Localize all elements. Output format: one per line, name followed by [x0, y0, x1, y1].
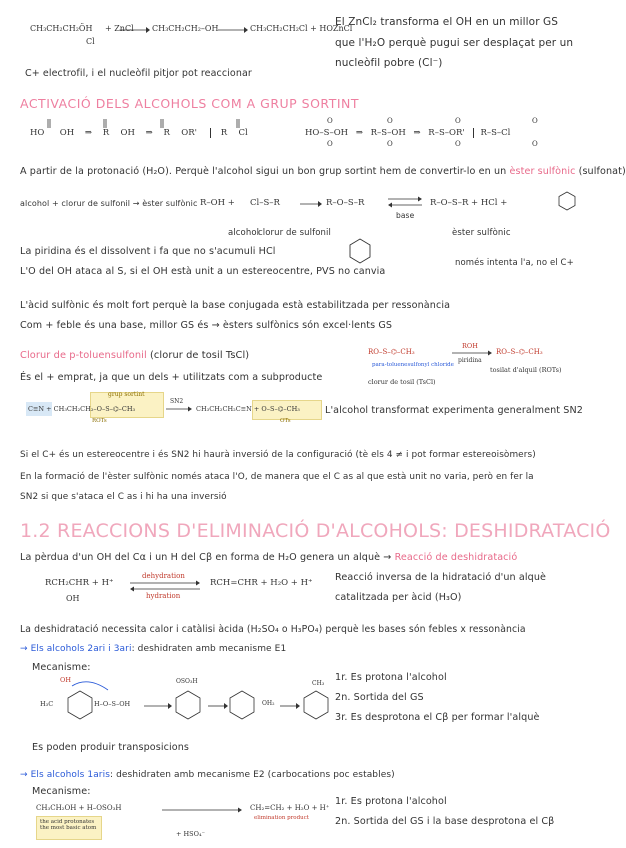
acid-line2: Com + feble és una base, millor GS és → èsters sulfònics són excel·lents GS — [20, 320, 393, 331]
e2-step1: 1r. Es protona l'alcohol — [335, 796, 447, 807]
dehydration-eq-right: RCH=CHR + H₂O + H⁺ — [210, 578, 313, 588]
acid-line1: L'àcid sulfònic és molt fort perquè la base conjugada està estabilitzada per ressonància — [20, 300, 451, 311]
sulfonyl-o-top: O — [387, 117, 393, 125]
transposicions-note: Es poden produir transposicions — [32, 742, 189, 753]
e2-box-line1: the acid protonates — [40, 819, 95, 825]
arrow-icon: ⇒ — [84, 128, 93, 138]
reaction-top-end: CH₃CH₂CH₂Cl + HOZnCl — [250, 24, 353, 33]
perdua-line — [20, 552, 517, 563]
e2-mid: CH₂=CH₂ + H₂O + H⁺ — [250, 804, 330, 812]
e2-rest: : deshidraten amb mecanisme E2 (carbocations poc estables) — [110, 770, 395, 780]
equilibrium-arrow-icon — [130, 580, 200, 592]
es-emprat-line: És el + emprat, ja que un dels + utilitzats com a subproducte — [20, 372, 323, 383]
tscl-left-structure: RO–S–⌬–CH₃ — [368, 348, 415, 356]
reaction-top-mid: CH₃CH₂CH₂–OH — [152, 24, 219, 33]
inversa-line2: catalitzada per àcid (H₃O) — [335, 592, 462, 603]
dehydration-eq-left: RCH₂CHR + H⁺ — [45, 578, 114, 588]
struct-s2: S–OH — [381, 128, 406, 138]
arrow-icon — [166, 406, 192, 412]
clorur-pink: Clorur de p-toluensulfonil — [20, 350, 147, 361]
piridina-line1: La piridina és el dissolvent i fa que no s'acumuli HCl — [20, 246, 276, 257]
scheme-summary: alcohol + clorur de sulfonil → èster sulfònic — [20, 199, 198, 208]
clorur-line — [20, 350, 249, 361]
sulfonyl-o-bottom: O — [532, 140, 538, 148]
perdua-pre: La pèrdua d'un OH del Cα i un H del Cβ en forma de H₂O genera un alquè → — [20, 552, 395, 563]
e1-step1: 1r. Es protona l'alcohol — [335, 672, 447, 683]
arrow-icon — [218, 26, 248, 34]
e1-rest: : deshidraten amb mecanisme E1 — [131, 644, 287, 654]
carbonyl-icon — [96, 118, 112, 132]
scheme-base-label: base — [396, 211, 415, 220]
struct-s-ho: HO– — [305, 128, 324, 138]
struct-ho: HO — [30, 128, 45, 138]
protonation-pre: A partir de la protonació (H₂O). Perquè l'alcohol sigui un bon grup sortint hem de convertir-lo en un — [20, 166, 510, 177]
piridina-line2: L'O del OH ataca al S, si el OH està unit a un estereocentre, PVS no canvia — [20, 266, 386, 277]
mech-hoso3h: H–O–S–OH — [94, 700, 131, 708]
sulfonyl-o-top: O — [455, 117, 461, 125]
estereo-line1: Si el C+ és un estereocentre i és SN2 hi haurà inversió de la configuració (tè els 4 ≠ i pot formar estereoisòmers) — [20, 450, 536, 460]
clorur-rest: (clorur de tosil TsCl) — [146, 350, 250, 361]
mecanisme2-label: Mecanisme: — [32, 786, 91, 797]
perdua-pink: Reacció de deshidratació — [394, 552, 518, 563]
e2-blue: → Els alcohols 1aris — [20, 770, 111, 780]
pyridinium-icon — [556, 190, 578, 212]
dehydration-eq-oh: OH — [66, 594, 80, 603]
mech-oh2: OH₂ — [262, 700, 275, 707]
struct-row-left — [30, 128, 248, 138]
struct-s-r2: R– — [428, 128, 439, 138]
calor-line: La deshidratació necessita calor i catàlisi àcida (H₂SO₄ o H₃PO₄) perquè les bases són febles x ressonància — [20, 624, 526, 635]
dehydration-label: dehydration — [142, 572, 185, 580]
label-clorur: clorur de sulfonil — [258, 228, 331, 238]
tscl-label-blue: para-toluenesulfonyl chloride — [372, 362, 454, 368]
carbonyl-icon — [153, 118, 169, 132]
electrofil-note: C+ electrofil, i el nucleòfil pitjor pot reaccionar — [25, 68, 252, 79]
struct-s4: S–Cl — [491, 128, 511, 138]
reaction-top-left: CH₃CH₂CH₂ÖH — [30, 24, 93, 33]
e2-note-box — [36, 816, 102, 840]
mecanisme1-label: Mecanisme: — [32, 662, 91, 673]
struct-s1: S–OH — [323, 128, 349, 138]
section-heading: 1.2 REACCIONS D'ELIMINACIÓ D'ALCOHOLS: DESHIDRATACIÓ — [20, 520, 611, 542]
e1-blue: → Els alcohols 2ari i 3ari — [20, 644, 132, 654]
zncl-note-line3: nucleòfil pobre (Cl⁻) — [335, 57, 443, 69]
arrow-icon — [300, 200, 322, 208]
tscl-label-left: clorur de tosil (TsCl) — [368, 378, 436, 386]
e2-line — [20, 770, 395, 780]
sn2-ots: OTs — [280, 418, 291, 424]
struct-oh2: OH — [120, 128, 135, 138]
nomes-intent-note: només intenta l'a, no el C+ — [455, 258, 574, 268]
sulfonyl-o-top: O — [327, 117, 333, 125]
struct-s3: S–OR' — [438, 128, 465, 138]
equilibrium-arrow-icon — [388, 196, 422, 208]
protonation-post: (sulfonat) — [575, 166, 626, 177]
mech-oso3h: OSO₃H — [176, 678, 198, 685]
tscl-right-structure: RO–S–⌬–CH₃ — [496, 348, 543, 356]
sn2-arrow-label: SN2 — [170, 398, 184, 405]
label-ester: èster sulfònic — [452, 228, 511, 238]
arrow-icon: ⇒ — [355, 128, 363, 138]
estereo-line3: SN2 si que s'ataca el C as i hi ha una inversió — [20, 492, 227, 502]
struct-or: OR' — [181, 128, 197, 138]
inversa-line1: Reacció inversa de la hidratació d'un alquè — [335, 572, 546, 583]
sn2-left: C≡N + CH₃CH₂CH₂–O–S–⌬–CH₃ — [28, 405, 136, 413]
sulfonyl-o-top: O — [532, 117, 538, 125]
arrow-icon — [120, 26, 150, 34]
tscl-roh: ROH — [462, 342, 478, 350]
sn2-rots: ROTs — [92, 418, 107, 424]
scheme-cl-s-r: Cl–S–R — [250, 198, 280, 208]
reaction-top — [30, 24, 134, 33]
e2-box-line2: the most basic atom — [40, 825, 97, 831]
sn2-grup-label: grup sortint — [108, 391, 145, 398]
sn2-note: L'alcohol transformat experimenta generalment SN2 — [325, 405, 583, 416]
zncl-note-line2: que l'H₂O perquè pugui ser desplaçat per un — [335, 37, 574, 49]
scheme-product: R–O–S–R + HCl + — [430, 198, 508, 208]
protonation-pink: èster sulfònic — [509, 166, 576, 177]
struct-cl: Cl — [238, 128, 248, 138]
e1-step2: 2n. Sortida del GS — [335, 692, 424, 703]
mech-ch3: CH₃ — [312, 680, 325, 687]
e2-step2: 2n. Sortida del GS i la base desprotona el Cβ — [335, 816, 555, 827]
e1-line — [20, 644, 286, 654]
struct-oh: OH — [59, 128, 75, 138]
e2-elim-label: elimination product — [254, 815, 309, 821]
activation-heading: ACTIVACIÓ DELS ALCOHOLS COM A GRUP SORTINT — [20, 96, 360, 111]
struct-r3: R — [220, 128, 228, 138]
struct-s-r1: R– — [370, 128, 382, 138]
reaction-top-plus: + ZnCl — [105, 24, 134, 33]
hydration-label: hydration — [146, 592, 181, 600]
e2-hso4: + HSO₄⁻ — [176, 830, 205, 838]
struct-s-r3: R– — [480, 128, 492, 138]
sn2-right: CH₃CH₂CH₂C≡N + O–S–⌬–CH₃ — [196, 405, 300, 413]
e1-mechanism-drawing — [28, 676, 328, 736]
label-alcohol: alcohol — [228, 228, 260, 238]
sulfonyl-o-bottom: O — [327, 140, 333, 148]
carbonyl-icon — [40, 118, 56, 132]
arrow-icon: ⇒ — [145, 128, 153, 138]
e1-step3: 3r. Es desprotona el Cβ per formar l'alquè — [335, 712, 540, 723]
pyridine-icon — [345, 236, 375, 266]
estereo-line2: En la formació de l'èster sulfònic només ataca l'O, de manera que el C as al que està unit no varia, però en fer la — [20, 472, 534, 482]
struct-r2: R — [163, 128, 170, 138]
sulfonyl-o-bottom: O — [455, 140, 461, 148]
zncl-note-line1: El ZnCl₂ transforma el OH en un millor GS — [335, 16, 559, 28]
struct-row-right — [305, 128, 510, 138]
protonation-line — [20, 166, 626, 177]
arrow-icon: ⇒ — [413, 128, 421, 138]
e2-left: CH₃CH₂OH + H–OSO₃H — [36, 804, 122, 812]
reaction-top-cl: Cl — [86, 37, 95, 46]
sulfonyl-o-bottom: O — [387, 140, 393, 148]
tscl-piridina: piridina — [458, 357, 482, 364]
arrow-icon — [452, 350, 492, 356]
mech-oh: OH — [60, 676, 71, 684]
arrow-icon — [162, 807, 242, 813]
mech-h3c: H₃C — [40, 700, 54, 708]
carbonyl-icon — [229, 118, 245, 132]
struct-r1: R — [102, 128, 110, 138]
tscl-label-right: tosilat d'alquil (ROTs) — [490, 366, 562, 374]
scheme-r-oh: R–OH + — [200, 198, 235, 208]
scheme-intermediate: R–O–S–R — [326, 198, 365, 208]
